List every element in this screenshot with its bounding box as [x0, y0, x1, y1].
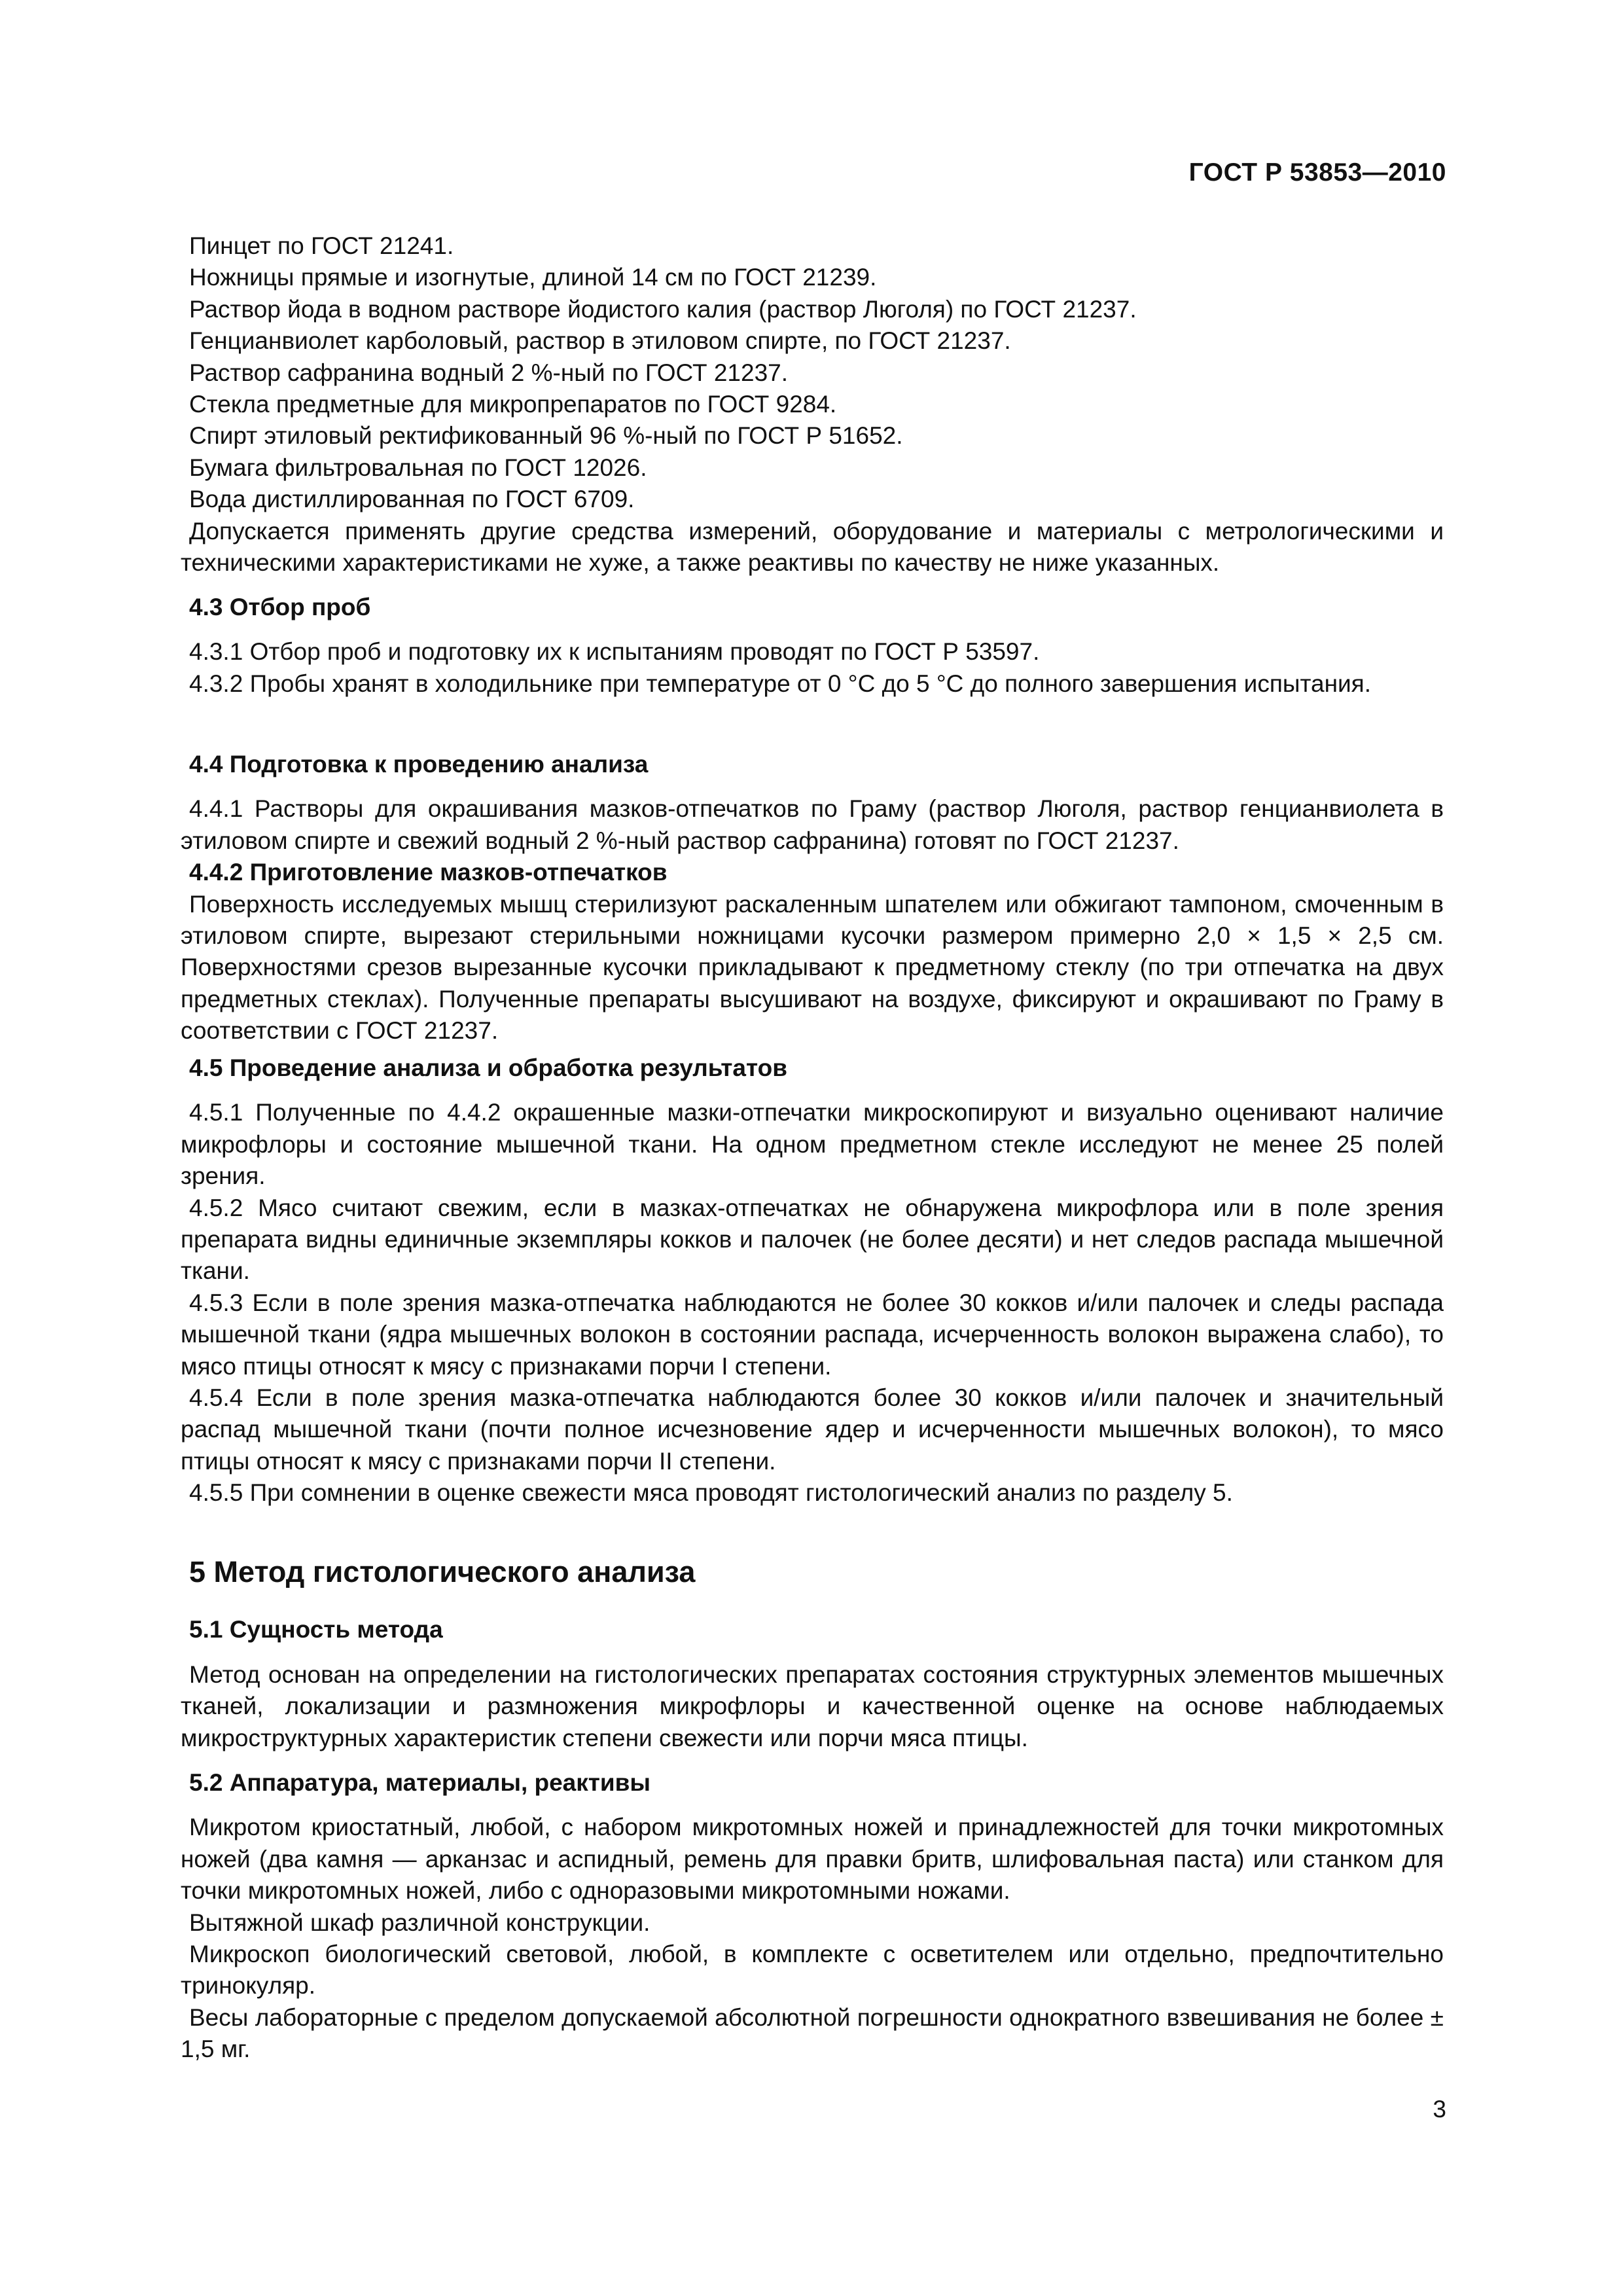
section-4-5 — [181, 1052, 1444, 1509]
section-heading: 4.4 Подготовка к проведению анализа — [189, 751, 649, 778]
section-heading: 4.3 Отбор проб — [189, 594, 371, 620]
subsection-heading: 4.4.2 Приготовление мазков-отпечатков — [189, 859, 668, 886]
chapter-heading: 5 Метод гистологического анализа — [189, 1555, 696, 1588]
section-heading: 5.2 Аппаратура, материалы, реактивы — [189, 1769, 651, 1797]
section-4-3 — [181, 592, 1444, 700]
materials-list — [181, 230, 1444, 579]
page-number: 3 — [1433, 2096, 1446, 2123]
materials-item: Раствор йода в водном растворе йодистого калия (раствор Люголя) по ГОСТ 21237. — [189, 295, 1137, 323]
materials-item: Ножницы прямые и изогнутые, длиной 14 см по ГОСТ 21239. — [189, 264, 877, 291]
materials-item: Спирт этиловый ректификованный 96 %-ный по ГОСТ Р 51652. — [189, 422, 903, 450]
paragraph: 4.3.2 Пробы хранят в холодильнике при температуре от 0 °С до 5 °С до полного завершения испытания. — [189, 670, 1371, 697]
materials-item: Раствор сафранина водный 2 %-ный по ГОСТ 21237. — [189, 359, 789, 386]
paragraph: Вытяжной шкаф различной конструкции. — [189, 1909, 651, 1936]
paragraph: Микротом криостатный, любой, с набором микротомных ножей и принадлежностей для точки микротомных ножей (два камня — арканзас и аспидный, ремень для правки бритв, шлифовальная паста) или станком для точки микротомных ножей, либо с одноразовыми микротомными ножами. — [181, 1814, 1444, 1905]
materials-item: Бумага фильтровальная по ГОСТ 12026. — [189, 454, 647, 481]
section-5 — [181, 1556, 1444, 2066]
paragraph: 4.5.1 Полученные по 4.4.2 окрашенные мазки-отпечатки микроскопируют и визуально оценивают наличие микрофлоры и состояние мышечной ткани. На одном предметном стекле исследуют не менее 25 полей зрения. — [181, 1099, 1444, 1190]
paragraph: 4.5.2 Мясо считают свежим, если в мазках-отпечатках не обнаружена микрофлора или в поле зрения препарата видны единичные экземпляры кокков и палочек (не более десяти) и нет следов распада мышечной ткани. — [181, 1194, 1444, 1285]
paragraph: 4.3.1 Отбор проб и подготовку их к испытаниям проводят по ГОСТ Р 53597. — [189, 638, 1040, 666]
paragraph: 4.4.1 Растворы для окрашивания мазков-отпечатков по Граму (раствор Люголя, раствор генцианвиолета в этиловом спирте и свежий водный 2 %-ный раствор сафранина) готовят по ГОСТ 21237. — [181, 795, 1444, 854]
section-4-4 — [181, 749, 1444, 1047]
allowance-paragraph: Допускается применять другие средства измерений, оборудование и материалы с метрологическими и техническими характеристиками не хуже, а также реактивы по качеству не ниже указанных. — [181, 517, 1444, 577]
section-heading: 5.1 Сущность метода — [189, 1616, 443, 1643]
paragraph: Микроскоп биологический световой, любой, в комплекте с осветителем или отдельно, предпочтительно тринокуляр. — [181, 1941, 1444, 2000]
document-code-header: ГОСТ Р 53853—2010 — [1188, 158, 1446, 187]
section-heading: 4.5 Проведение анализа и обработка результатов — [189, 1054, 787, 1081]
paragraph: 4.5.4 Если в поле зрения мазка-отпечатка наблюдаются более 30 кокков и/или палочек и значительный распад мышечной ткани (почти полное исчезновение ядер и исчерченности мышечных волокон), то мясо птицы относят к мясу с признаками порчи II степени. — [181, 1384, 1444, 1475]
paragraph: Весы лабораторные с пределом допускаемой абсолютной погрешности однократного взвешивания не более ± 1,5 мг. — [181, 2003, 1444, 2063]
paragraph: 4.5.5 При сомнении в оценке свежести мяса проводят гистологический анализ по разделу 5. — [189, 1479, 1233, 1507]
paragraph: Метод основан на определении на гистологических препаратах состояния структурных элементов мышечных тканей, локализации и размножения микрофлоры и качественной оценке на основе наблюдаемых микроструктурных характеристик степени свежести или порчи мяса птицы. — [181, 1660, 1444, 1751]
materials-item: Генцианвиолет карболовый, раствор в этиловом спирте, по ГОСТ 21237. — [189, 327, 1011, 355]
materials-item: Стекла предметные для микропрепаратов по ГОСТ 9284. — [189, 391, 837, 418]
paragraph: Поверхность исследуемых мышц стерилизуют раскаленным шпателем или обжигают тампоном, смоченным в этиловом спирте, вырезают стерильными ножницами кусочки размером примерно 2,0 × 1,5 × 2,5 см. Поверхностями срезов вырезанные кусочки прикладывают к предметному стеклу (по три отпечатка на двух предметных стеклах). Полученные препараты высушивают на воздухе, фиксируют и окрашивают по Граму в соответствии с ГОСТ 21237. — [181, 890, 1444, 1045]
materials-item: Пинцет по ГОСТ 21241. — [189, 232, 454, 259]
materials-item: Вода дистиллированная по ГОСТ 6709. — [189, 486, 635, 513]
paragraph: 4.5.3 Если в поле зрения мазка-отпечатка наблюдаются не более 30 кокков и/или палочек и следы распада мышечной ткани (ядра мышечных волокон в состоянии распада, исчерченность волокон выражена слабо), то мясо птицы относят к мясу с признаками порчи I степени. — [181, 1289, 1444, 1380]
